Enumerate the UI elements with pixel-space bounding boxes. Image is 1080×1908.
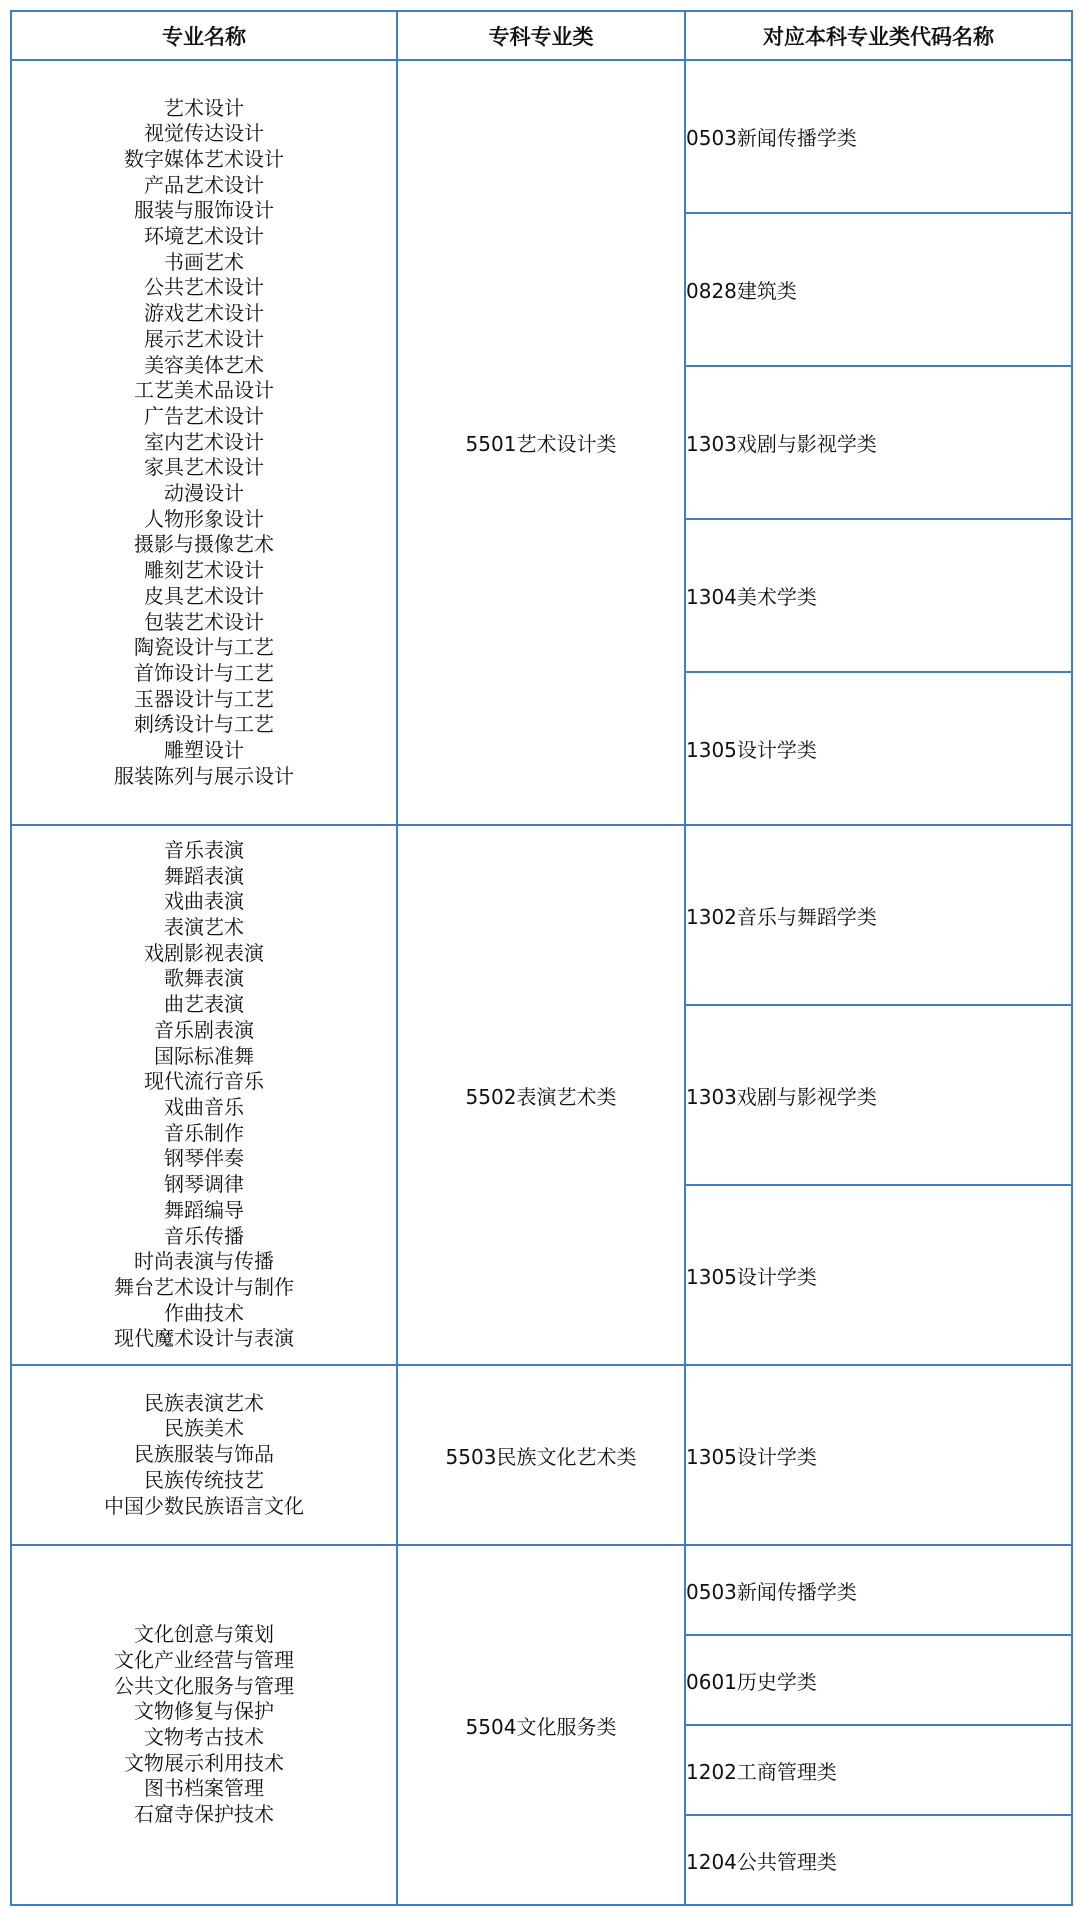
major-name: 国际标准舞 bbox=[154, 1043, 254, 1068]
bachelor-category-cell: 0828建筑类 bbox=[685, 213, 1072, 366]
major-name: 文化产业经营与管理 bbox=[114, 1647, 294, 1672]
major-name: 戏曲表演 bbox=[164, 889, 244, 914]
bachelor-category-cell: 0503新闻传播学类 bbox=[685, 60, 1072, 213]
major-name: 中国少数民族语言文化 bbox=[104, 1493, 304, 1518]
bachelor-category-cell: 1202工商管理类 bbox=[685, 1725, 1072, 1815]
major-name: 现代流行音乐 bbox=[144, 1069, 264, 1094]
bachelor-category-cell: 0503新闻传播学类 bbox=[685, 1545, 1072, 1635]
header-associate-category: 专科专业类 bbox=[397, 11, 685, 60]
major-name: 图书档案管理 bbox=[144, 1776, 264, 1801]
major-name: 表演艺术 bbox=[164, 915, 244, 940]
bachelor-category-cell: 1305设计学类 bbox=[685, 672, 1072, 825]
major-name: 文物考古技术 bbox=[144, 1725, 264, 1749]
major-name: 人物形象设计 bbox=[144, 506, 264, 531]
major-name: 歌舞表演 bbox=[164, 966, 244, 991]
major-name: 钢琴调律 bbox=[164, 1172, 244, 1197]
major-name: 戏曲音乐 bbox=[164, 1095, 244, 1119]
major-name: 展示艺术设计 bbox=[144, 326, 264, 351]
major-name: 民族美术 bbox=[164, 1416, 244, 1441]
major-name: 音乐传播 bbox=[164, 1223, 244, 1248]
bachelor-category-cell: 0601历史学类 bbox=[685, 1635, 1072, 1725]
major-name: 公共艺术设计 bbox=[144, 275, 264, 300]
major-name: 服装与服饰设计 bbox=[134, 198, 274, 223]
major-name: 家具艺术设计 bbox=[144, 455, 264, 480]
major-name: 数字媒体艺术设计 bbox=[124, 146, 284, 171]
bachelor-category-cell: 1303戏剧与影视学类 bbox=[685, 1005, 1072, 1185]
major-name: 民族传统技艺 bbox=[144, 1467, 264, 1492]
major-name: 作曲技术 bbox=[164, 1300, 244, 1325]
major-name: 音乐制作 bbox=[164, 1120, 244, 1145]
major-name: 广告艺术设计 bbox=[144, 403, 264, 428]
table-row bbox=[11, 825, 1072, 1005]
major-name: 首饰设计与工艺 bbox=[134, 660, 274, 685]
header-row bbox=[11, 11, 1072, 60]
major-name: 玉器设计与工艺 bbox=[134, 686, 274, 711]
major-name: 雕塑设计 bbox=[164, 738, 244, 763]
table-row bbox=[11, 1365, 1072, 1545]
major-name: 动漫设计 bbox=[164, 481, 244, 506]
major-name: 摄影与摄像艺术 bbox=[134, 532, 274, 557]
associate-category-cultural-services: 5504文化服务类 bbox=[397, 1545, 685, 1905]
major-name: 文物展示利用技术 bbox=[124, 1750, 284, 1775]
major-name: 视觉传达设计 bbox=[144, 121, 264, 146]
major-mapping-sheet bbox=[10, 10, 1071, 1898]
major-name: 游戏艺术设计 bbox=[144, 301, 264, 326]
header-major-name: 专业名称 bbox=[11, 11, 397, 60]
table-body bbox=[11, 60, 1072, 1905]
major-name: 石窟寺保护技术 bbox=[134, 1802, 274, 1827]
major-list-cultural-services bbox=[11, 1545, 397, 1905]
major-list-performing-arts bbox=[11, 825, 397, 1365]
major-name: 包装艺术设计 bbox=[144, 609, 264, 634]
major-name: 环境艺术设计 bbox=[144, 224, 264, 249]
associate-category-performing-arts: 5502表演艺术类 bbox=[397, 825, 685, 1365]
table-row bbox=[11, 1545, 1072, 1635]
major-mapping-table bbox=[10, 10, 1073, 1906]
major-name: 公共文化服务与管理 bbox=[114, 1673, 294, 1698]
major-name: 时尚表演与传播 bbox=[134, 1249, 274, 1274]
major-name: 文物修复与保护 bbox=[134, 1699, 274, 1724]
major-list-ethnic-culture-arts bbox=[11, 1365, 397, 1545]
bachelor-category-cell: 1305设计学类 bbox=[685, 1365, 1072, 1545]
major-name: 音乐表演 bbox=[164, 837, 244, 862]
table-row bbox=[11, 60, 1072, 213]
major-name: 室内艺术设计 bbox=[144, 429, 264, 454]
bachelor-category-cell: 1304美术学类 bbox=[685, 519, 1072, 672]
major-name: 现代魔术设计与表演 bbox=[114, 1326, 294, 1351]
major-name: 服装陈列与展示设计 bbox=[114, 763, 294, 788]
major-name: 舞蹈表演 bbox=[164, 863, 244, 888]
major-list-art-design bbox=[11, 60, 397, 825]
major-name: 产品艺术设计 bbox=[144, 172, 264, 197]
major-name: 舞台艺术设计与制作 bbox=[114, 1274, 294, 1299]
major-name: 刺绣设计与工艺 bbox=[134, 712, 274, 737]
major-name: 陶瓷设计与工艺 bbox=[134, 635, 274, 660]
major-name: 工艺美术品设计 bbox=[134, 378, 274, 403]
major-name: 曲艺表演 bbox=[164, 992, 244, 1017]
major-name: 书画艺术 bbox=[164, 249, 244, 274]
bachelor-category-cell: 1204公共管理类 bbox=[685, 1815, 1072, 1905]
major-name: 雕刻艺术设计 bbox=[144, 558, 264, 583]
bachelor-category-cell: 1305设计学类 bbox=[685, 1185, 1072, 1365]
major-name: 音乐剧表演 bbox=[154, 1017, 254, 1042]
major-name: 舞蹈编导 bbox=[164, 1197, 244, 1222]
associate-category-ethnic-culture-arts: 5503民族文化艺术类 bbox=[397, 1365, 685, 1545]
bachelor-category-cell: 1303戏剧与影视学类 bbox=[685, 366, 1072, 519]
bachelor-category-cell: 1302音乐与舞蹈学类 bbox=[685, 825, 1072, 1005]
major-name: 民族服装与饰品 bbox=[134, 1442, 274, 1467]
major-name: 皮具艺术设计 bbox=[144, 583, 264, 608]
associate-category-art-design: 5501艺术设计类 bbox=[397, 60, 685, 825]
major-name: 艺术设计 bbox=[164, 95, 244, 120]
major-name: 戏剧影视表演 bbox=[144, 940, 264, 965]
major-name: 钢琴伴奏 bbox=[164, 1146, 244, 1171]
major-name: 美容美体艺术 bbox=[144, 352, 264, 377]
header-bachelor-category: 对应本科专业类代码名称 bbox=[685, 11, 1072, 60]
major-name: 文化创意与策划 bbox=[134, 1622, 274, 1647]
major-name: 民族表演艺术 bbox=[144, 1390, 264, 1415]
